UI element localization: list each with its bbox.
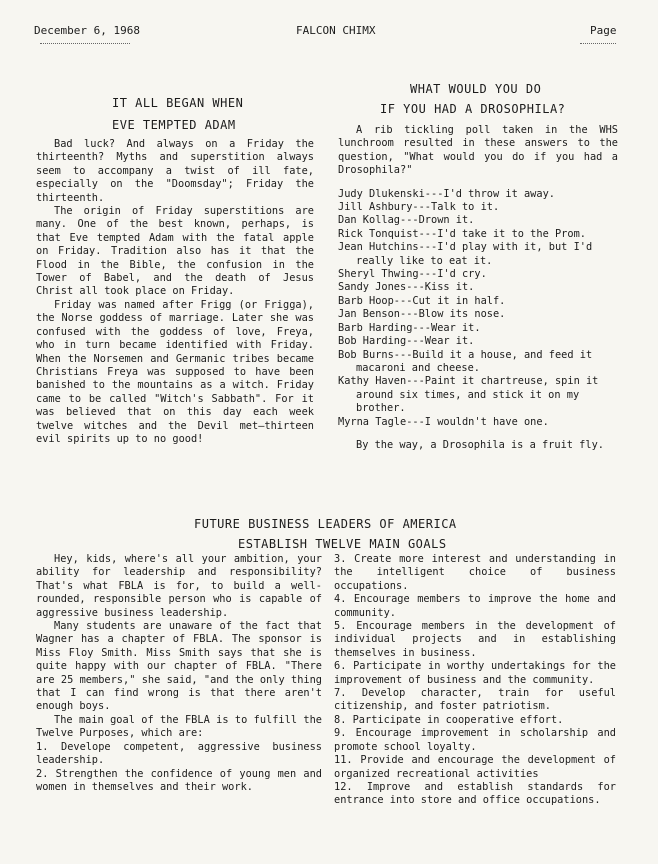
poll-answer: Kathy Haven---Paint it chartreuse, spin it around six times, and stick it on my brother. (338, 375, 599, 415)
poll-answer: Myrna Tagle---I wouldn't have one. (338, 415, 549, 428)
paragraph: Hey, kids, where's all your ambition, your ability for leadership and responsibility? That's what FBLA is for, to build a well-rounded, responsible person who is capable of aggressive business leadership. (36, 553, 322, 619)
goal-item: 9. Encourage improvement in scholarship and promote school loyalty. (334, 727, 616, 753)
page-label: Page (590, 24, 617, 37)
paragraph: The origin of Friday superstitions are many. One of the best known, perhaps, is that Eve tempted Adam with the fatal apple on Friday. Tradition also has it that the Flood in the Bible, the confusion in the Tower of Babel, and the death of Jesus Christ all took place on Friday. (36, 205, 314, 298)
poll-answer: Bob Burns---Build it a house, and feed it macaroni and cheese. (338, 348, 593, 374)
newspaper-name: FALCON CHIMX (296, 24, 376, 37)
poll-answer: Jean Hutchins---I'd play with it, but I'd really like to eat it. (338, 241, 593, 267)
paragraph: The main goal of the FBLA is to fulfill the Twelve Purposes, which are: (36, 713, 322, 740)
poll-answer: Dan Kollag---Drown it. (338, 214, 475, 227)
poll-answer: Barb Harding---Wear it. (338, 321, 481, 334)
article-friday-body (36, 138, 314, 446)
article-fbla-title-line1: FUTURE BUSINESS LEADERS OF AMERICA (194, 517, 457, 531)
paragraph: Friday was named after Frigg (or Frigga), the Norse goddess of marriage. Later she was confused with the goddess of love, Freya, who in turn became identified with Friday. When the Norsemen and Germanic tribes became Christians Freya was supposed to have been banished to the mountains as a witch. Friday came to be called "Witch's Sabbath". For it was believed that on this day each week twelve witches and the Devil met—thirteen evil spirits up to no good! (36, 298, 314, 445)
poll-answer: Bob Harding---Wear it. (338, 335, 475, 348)
paragraph: Many students are unaware of the fact that Wagner has a chapter of FBLA. The sponsor is Miss Floy Smith. Miss Smith says that she is quite happy with our chapter of FBLA. "There are 25 members," she said, "and the only thing that I can find wrong is that there aren't enough boys. (36, 620, 322, 713)
poll-intro: A rib tickling poll taken in the WHS lunchroom resulted in these answers to the question, "What would you do if you had a Drosophila?" (338, 124, 618, 177)
poll-answer: Barb Hoop---Cut it in half. (338, 294, 506, 307)
header-underline (40, 43, 130, 46)
goal-item: 3. Create more interest and understanding in the intelligent choice of business occupations. (334, 553, 616, 592)
poll-answer: Sandy Jones---Kiss it. (338, 281, 475, 294)
goal-item: 1. Develope competent, aggressive business leadership. (36, 740, 322, 767)
poll-answer: Judy Dlukenski---I'd throw it away. (338, 187, 555, 200)
goal-item: 4. Encourage members to improve the home and community. (334, 593, 616, 619)
article-friday-title-line1: IT ALL BEGAN WHEN (112, 96, 244, 110)
poll-answer: Sheryl Thwing---I'd cry. (338, 268, 487, 281)
header-page-underline (580, 43, 616, 46)
goal-item: 2. Strengthen the confidence of young men and women in themselves and their work. (36, 767, 322, 793)
goal-item: 6. Participate in worthy undertakings for the improvement of business and the community. (334, 660, 616, 686)
article-friday-title-line2: EVE TEMPTED ADAM (112, 118, 236, 132)
article-fbla-title-line2: ESTABLISH TWELVE MAIN GOALS (238, 537, 447, 551)
poll-answer: Jan Benson---Blow its nose. (338, 308, 506, 321)
goal-item: 12. Improve and establish standards for entrance into store and office occupations. (334, 780, 616, 807)
goal-item: 11. Provide and encourage the development of organized recreational activities (334, 754, 616, 780)
poll-answer: Jill Ashbury---Talk to it. (338, 201, 500, 214)
goal-item: 7. Develop character, train for useful citizenship, and foster patriotism. (334, 687, 616, 713)
issue-date: December 6, 1968 (34, 24, 140, 37)
article-fbla-right-column (334, 553, 616, 808)
article-poll-title-line2: IF YOU HAD A DROSOPHILA? (380, 102, 566, 116)
poll-closing: By the way, a Drosophila is a fruit fly. (356, 438, 604, 451)
goal-item: 5. Encourage members in the development of individual projects and in establishing themselves in business. (334, 620, 616, 659)
article-fbla-left-column (36, 553, 322, 794)
goal-item: 8. Participate in cooperative effort. (334, 713, 564, 726)
paragraph: Bad luck? And always on a Friday the thirteenth? Myths and superstition always seem to accompany a twist of ill fate, especially on the "Doomsday"; Friday the thirteenth. (36, 138, 314, 204)
article-poll-body (338, 124, 618, 452)
poll-answer: Rick Tonquist---I'd take it to the Prom. (338, 227, 586, 240)
article-poll-title-line1: WHAT WOULD YOU DO (410, 82, 542, 96)
